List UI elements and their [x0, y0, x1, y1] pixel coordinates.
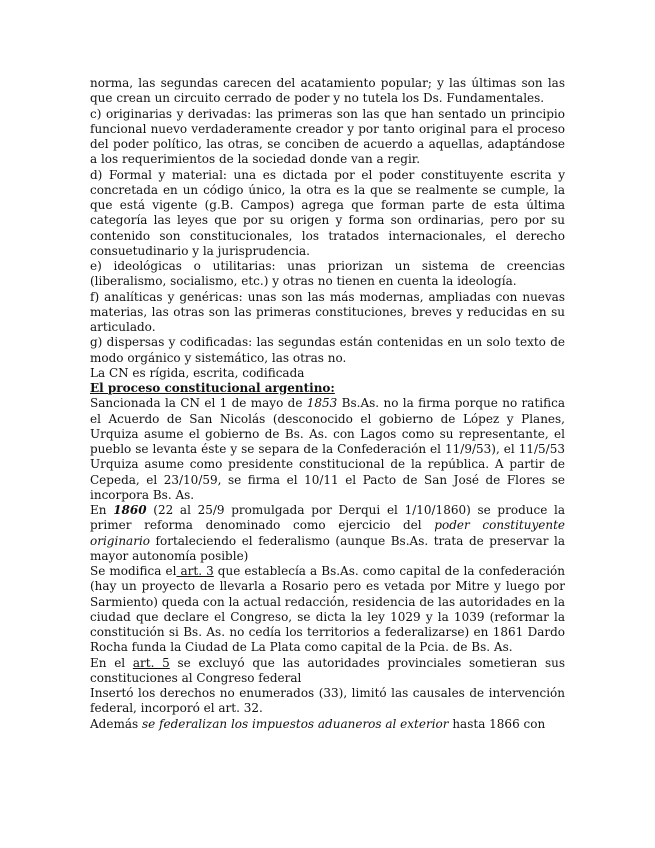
- paragraph-originarias-derivadas: c) originarias y derivadas: las primeras son las que han sentado un principio funcional nuevo verdaderamente creador y por tanto original para el proceso del poder político, las otras, se conciben de acuerdo a aquellas, adaptándose a los requerimientos de la sociedad donde van a regir.: [90, 106, 565, 167]
- paragraph-1860: En 1860 (22 al 25/9 promulgada por Derqui el 1/10/1860) se produce la primer reforma denominado como ejercicio del poder constituyente originario fortaleciendo el federalismo (aunque Bs.As. trata de preservar la mayor autonomía posible): [90, 503, 565, 563]
- paragraph-dispersas-codificadas: g) dispersas y codificadas: las segundas están contenidas en un solo texto de modo orgánico y sistemático, las otras no.: [90, 335, 565, 365]
- year-1860: 1860: [113, 503, 147, 517]
- paragraph-analiticas-genericas: f) analíticas y genéricas: unas son las más modernas, ampliadas con nuevas materias, las otras son las primeras constituciones, breves y reducidas en su articulado.: [90, 289, 565, 334]
- paragraph-norma: norma, las segundas carecen del acatamiento popular; y las últimas son las que crean un circuito cerrado de poder y no tutela los Ds. Fundamentales.: [90, 76, 565, 106]
- year-1853: 1853: [306, 396, 338, 411]
- paragraph-ademas: Además se federalizan los impuestos aduaneros al exterior hasta 1866 con: [90, 716, 546, 731]
- section-heading: El proceso constitucional argentino:: [90, 381, 335, 395]
- impuestos-aduaneros: se federalizan los impuestos aduaneros al exterior: [141, 716, 449, 731]
- art-3-ref: art. 3: [176, 564, 214, 578]
- art-5-ref: art. 5: [132, 655, 170, 670]
- paragraph-art-5: En el art. 5 se excluyó que las autoridades provinciales sometieran sus constituciones al Congreso federal: [90, 655, 565, 685]
- paragraph-ideologicas-utilitarias: e) ideológicas o utilitarias: unas priorizan un sistema de creencias (liberalismo, socialismo, etc.) y otras no tienen en cuenta la ideología.: [90, 259, 565, 289]
- paragraph-sancionada: Sancionada la CN el 1 de mayo de 1853 Bs.As. no la firma porque no ratifica el Acuerdo de San Nicolás (desconocido el gobierno de López y Planes, Urquiza asume el gobierno de Bs. As. con Lagos como su representante, el pueblo se levanta éste y se separa de la Confederación el 11/9/53), el 11/5/53 Urquiza asume como presidente constitucional de la república. A partir de Cepeda, el 23/10/59, se firma el 10/11 el Pacto de San José de Flores se incorpora Bs. As.: [90, 396, 565, 502]
- paragraph-formal-material: d) Formal y material: una es dictada por el poder constituyente escrita y concretada en un código único, la otra es la que se realmente se cumple, la que está vigente (g.B. Campos) agrega que forman parte de esta última categoría las leyes que por su origen y forma son ordinarias, pero por su contenido son constitucionales, los tratados internacionales, el derecho consuetudinario y la jurisprudencia.: [90, 167, 565, 258]
- paragraph-cn-rigida: La CN es rígida, escrita, codificada: [90, 365, 305, 380]
- document-page: [90, 76, 565, 732]
- paragraph-art-3: Se modifica el art. 3 que establecía a Bs.As. como capital de la confederación (hay un proyecto de llevarla a Rosario pero es vetada por Mitre y luego por Sarmiento) queda con la actual redacción, residencia de las autoridades en la ciudad que declare el Congreso, se dicta la ley 1029 y la 1039 (reformar la constitución si Bs. As. no cedía los territorios a federalizarse) en 1861 Dardo Rocha funda la Ciudad de La Plata como capital de la Pcia. de Bs. As.: [90, 564, 565, 655]
- paragraph-derechos: Insertó los derechos no enumerados (33), limitó las causales de intervención federal, incorporó el art. 32.: [90, 686, 565, 716]
- poder-constituyente-originario: poder constituyente originario: [90, 518, 565, 548]
